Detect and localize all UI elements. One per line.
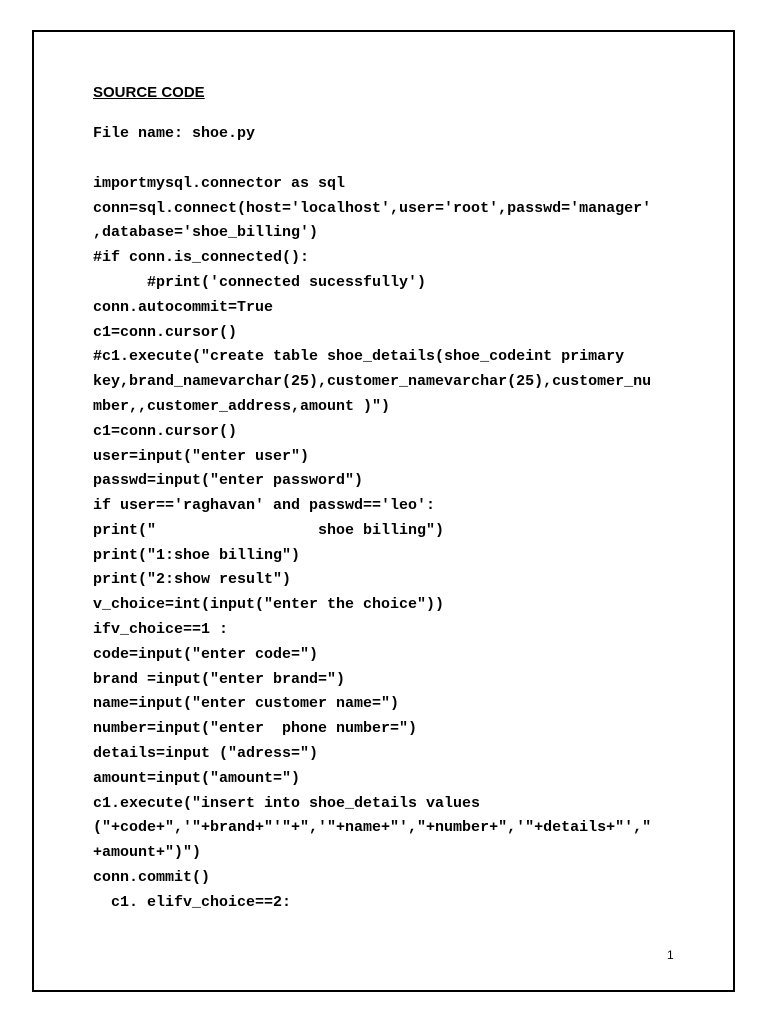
- code-line: code=input("enter code="): [93, 646, 319, 663]
- code-line: ifv_choice==1 :: [93, 621, 229, 638]
- code-line: mber,,customer_address,amount )"): [93, 398, 391, 415]
- code-line: number=input("enter phone number="): [93, 720, 418, 737]
- code-line: key,brand_namevarchar(25),customer_namevarchar(25),customer_nu: [93, 373, 652, 390]
- code-line: brand =input("enter brand="): [93, 671, 346, 688]
- section-heading: SOURCE CODE: [93, 84, 205, 101]
- code-line: print(" shoe billing"): [93, 522, 445, 539]
- code-line: c1.execute("insert into shoe_details values: [93, 795, 481, 812]
- code-line: amount=input("amount="): [93, 770, 301, 787]
- code-line: print("1:shoe billing"): [93, 547, 301, 564]
- code-line: importmysql.connector as sql: [93, 175, 346, 192]
- code-line: #print('connected sucessfully'): [93, 274, 427, 291]
- code-line: +amount+")"): [93, 844, 202, 861]
- code-line: c1=conn.cursor(): [93, 423, 238, 440]
- code-line: name=input("enter customer name="): [93, 695, 400, 712]
- code-line: #if conn.is_connected():: [93, 249, 310, 266]
- code-line: conn.commit(): [93, 869, 211, 886]
- code-line: conn=sql.connect(host='localhost',user='root',passwd='manager': [93, 200, 652, 217]
- code-line: details=input ("adress="): [93, 745, 319, 762]
- code-line: conn.autocommit=True: [93, 299, 274, 316]
- file-name-label: File name: shoe.py: [93, 125, 256, 142]
- code-line: user=input("enter user"): [93, 448, 310, 465]
- code-line: if user=='raghavan' and passwd=='leo':: [93, 497, 436, 514]
- code-line: v_choice=int(input("enter the choice")): [93, 596, 445, 613]
- code-line: print("2:show result"): [93, 571, 292, 588]
- code-line: ,database='shoe_billing'): [93, 224, 319, 241]
- code-line: c1. elifv_choice==2:: [93, 894, 292, 911]
- code-line: passwd=input("enter password"): [93, 472, 364, 489]
- code-line: c1=conn.cursor(): [93, 324, 238, 341]
- code-line: ("+code+",'"+brand+"'"+",'"+name+"',"+number+",'"+details+"',": [93, 819, 652, 836]
- page-number: 1: [667, 948, 674, 962]
- code-line: #c1.execute("create table shoe_details(shoe_codeint primary: [93, 348, 625, 365]
